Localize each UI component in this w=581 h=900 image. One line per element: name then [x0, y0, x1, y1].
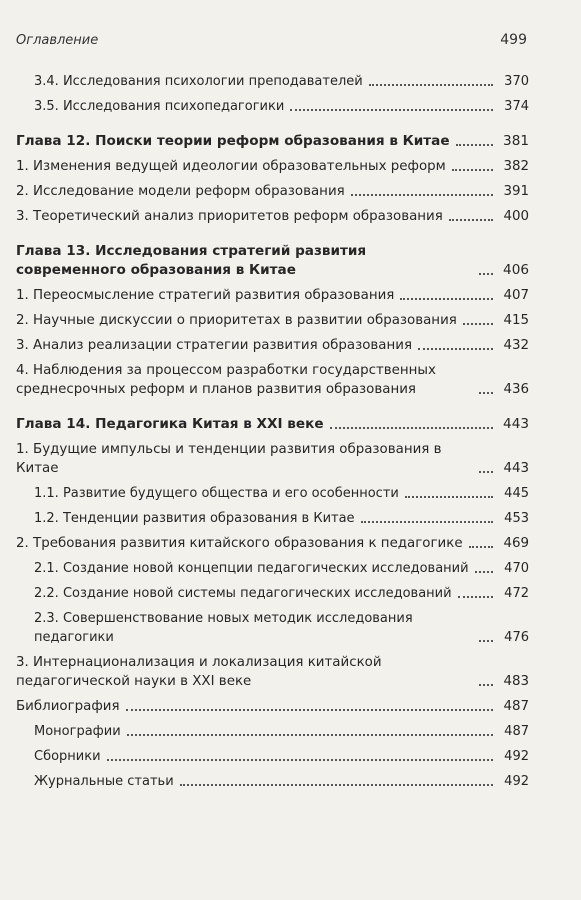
- toc-entry: [16, 609, 529, 647]
- dot-leader: [479, 684, 493, 686]
- dot-leader: [290, 109, 493, 111]
- toc-entry-title: 2. Требования развития китайского образования к педагогике: [16, 536, 463, 551]
- toc-entry-title: 3.5. Исследования психопедагогики: [34, 99, 285, 114]
- toc-entry-title: 2.2. Создание новой системы педагогических исследований: [34, 586, 452, 601]
- toc-entry-title: Глава 14. Педагогика Китая в XXI веке: [16, 416, 324, 432]
- toc-entry-title: Монографии: [34, 724, 121, 739]
- toc-entry-page: 370: [504, 74, 529, 89]
- dot-leader: [369, 84, 493, 86]
- toc-entry-title: Сборники: [34, 749, 101, 764]
- dot-leader: [126, 709, 493, 711]
- toc-chapter-entry: [16, 132, 529, 151]
- toc-entry-page: 382: [503, 159, 529, 174]
- toc-entry-page: 432: [503, 338, 529, 353]
- chapter-gap: [16, 122, 529, 132]
- toc-entry: [16, 72, 529, 91]
- toc-entry-title: 3.4. Исследования психологии преподавателей: [34, 74, 363, 89]
- dot-leader: [127, 734, 493, 736]
- toc-entry: [16, 584, 529, 603]
- dot-leader: [361, 521, 493, 523]
- toc-entry-page: 415: [503, 313, 529, 328]
- dot-leader: [475, 571, 493, 573]
- dot-leader: [400, 298, 493, 300]
- running-header-title: Оглавление: [16, 33, 99, 48]
- dot-leader: [351, 194, 493, 196]
- dot-leader: [449, 219, 493, 221]
- table-of-contents: [16, 72, 529, 797]
- dot-leader: [479, 471, 493, 473]
- toc-entry: [16, 484, 529, 503]
- toc-entry-page: 476: [504, 630, 529, 645]
- toc-entry-title: Журнальные статьи: [34, 774, 174, 789]
- toc-entry-page: 492: [504, 749, 529, 764]
- toc-entry-title: 3. Интернационализация и локализация китайской педагогической науки в XXI веке: [16, 655, 382, 689]
- toc-entry-title: Библиография: [16, 699, 120, 714]
- toc-entry: [16, 361, 529, 399]
- toc-entry-title: 1.1. Развитие будущего общества и его особенности: [34, 486, 399, 501]
- dot-leader: [180, 784, 493, 786]
- toc-entry: [16, 207, 529, 226]
- toc-entry-page: 443: [503, 461, 529, 476]
- toc-entry-page: 436: [503, 382, 529, 397]
- toc-entry-page: 469: [503, 536, 529, 551]
- toc-entry-page: 443: [503, 416, 529, 432]
- toc-entry-page: 406: [503, 262, 529, 278]
- toc-entry: [16, 286, 529, 305]
- toc-entry: [16, 440, 529, 478]
- dot-leader: [452, 169, 493, 171]
- running-header: [16, 32, 527, 48]
- toc-entry: [16, 722, 529, 741]
- toc-entry: [16, 336, 529, 355]
- toc-entry-page: 391: [503, 184, 529, 199]
- toc-entry-page: 453: [504, 511, 529, 526]
- toc-entry-title: 1. Будущие импульсы и тенденции развития образования в Китае: [16, 442, 442, 476]
- page-number: 499: [500, 32, 527, 48]
- toc-entry: [16, 534, 529, 553]
- toc-entry-title: 4. Наблюдения за процессом разработки государственных среднесрочных реформ и планов развития образования: [16, 363, 436, 397]
- toc-entry-page: 472: [504, 586, 529, 601]
- dot-leader: [463, 323, 493, 325]
- toc-entry: [16, 772, 529, 791]
- toc-entry-page: 407: [503, 288, 529, 303]
- toc-entry: [16, 182, 529, 201]
- toc-entry-title: 3. Анализ реализации стратегии развития образования: [16, 338, 413, 353]
- toc-entry-title: Глава 12. Поиски теории реформ образования в Китае: [16, 133, 450, 149]
- toc-entry: [16, 747, 529, 766]
- toc-entry-title: 3. Теоретический анализ приоритетов реформ образования: [16, 209, 443, 224]
- toc-entry: [16, 97, 529, 116]
- dot-leader: [330, 427, 493, 429]
- chapter-gap: [16, 232, 529, 242]
- toc-entry-title: 1.2. Тенденции развития образования в Китае: [34, 511, 355, 526]
- toc-entry: [16, 697, 529, 716]
- dot-leader: [479, 392, 493, 394]
- toc-entry-title: 2. Научные дискуссии о приоритетах в развитии образования: [16, 313, 457, 328]
- toc-entry-title: 2.3. Совершенствование новых методик исследования педагогики: [34, 611, 413, 645]
- toc-entry-page: 470: [504, 561, 529, 576]
- chapter-gap: [16, 405, 529, 415]
- toc-entry-page: 381: [503, 133, 529, 149]
- toc-entry-page: 487: [504, 724, 529, 739]
- toc-chapter-entry: [16, 242, 529, 280]
- toc-entry: [16, 653, 529, 691]
- dot-leader: [418, 348, 493, 350]
- toc-entry-page: 487: [503, 699, 529, 714]
- dot-leader: [458, 596, 493, 598]
- toc-entry-page: 492: [504, 774, 529, 789]
- toc-entry: [16, 559, 529, 578]
- toc-entry: [16, 311, 529, 330]
- dot-leader: [107, 759, 493, 761]
- toc-entry-title: 1. Переосмысление стратегий развития образования: [16, 288, 395, 303]
- toc-chapter-entry: [16, 415, 529, 434]
- toc-entry-title: 2.1. Создание новой концепции педагогических исследований: [34, 561, 469, 576]
- toc-entry-title: 2. Исследование модели реформ образования: [16, 184, 345, 199]
- toc-entry-page: 483: [503, 674, 529, 689]
- dot-leader: [479, 273, 493, 275]
- toc-entry-title: Глава 13. Исследования стратегий развития современного образования в Китае: [16, 243, 367, 278]
- dot-leader: [456, 144, 493, 146]
- toc-entry: [16, 157, 529, 176]
- dot-leader: [479, 640, 493, 642]
- dot-leader: [469, 546, 493, 548]
- toc-entry-title: 1. Изменения ведущей идеологии образовательных реформ: [16, 159, 446, 174]
- toc-entry-page: 400: [503, 209, 529, 224]
- toc-entry: [16, 509, 529, 528]
- toc-entry-page: 374: [504, 99, 529, 114]
- toc-entry-page: 445: [504, 486, 529, 501]
- dot-leader: [405, 496, 493, 498]
